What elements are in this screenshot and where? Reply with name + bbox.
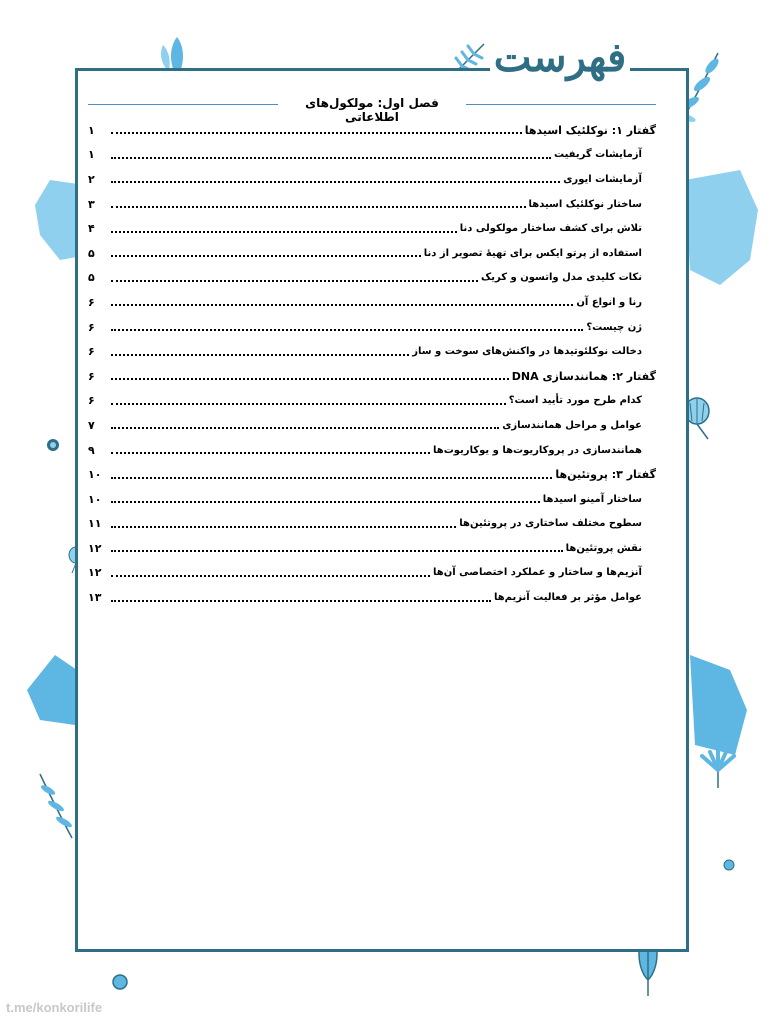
toc-entry-label: کدام طرح مورد تأیید است؟ xyxy=(508,395,642,407)
toc-entry[interactable] xyxy=(88,143,656,168)
toc-leader-dots xyxy=(111,600,491,602)
toc-entry[interactable] xyxy=(88,561,656,586)
toc-entry[interactable] xyxy=(88,266,656,291)
toc-entry-label: رنا و انواع آن xyxy=(576,296,642,308)
blue-splash-right-lower xyxy=(685,650,750,760)
toc-entry-label: استفاده از پرتو ایکس برای تهیهٔ تصویر از دنا xyxy=(423,247,642,259)
toc-leader-dots xyxy=(111,550,563,552)
toc-entry-label: گفتار ۱: نوکلئیک اسیدها xyxy=(524,123,656,137)
dot-flower-left-icon xyxy=(44,436,62,454)
toc-leader-dots xyxy=(111,157,551,159)
toc-leader-dots xyxy=(111,452,430,454)
toc-entry-page: ۶ xyxy=(88,345,95,359)
toc-entry-label: گفتار ۳: پروتئین‌ها xyxy=(555,468,656,482)
toc-leader-dots xyxy=(111,255,421,257)
toc-entry-page: ۷ xyxy=(88,418,95,432)
chapter-heading xyxy=(88,94,656,124)
toc-entry-page: ۵ xyxy=(88,271,95,285)
dot-right-icon xyxy=(722,858,736,872)
toc-leader-dots xyxy=(111,231,457,233)
toc-entry[interactable] xyxy=(88,192,656,217)
toc-leader-dots xyxy=(111,427,499,429)
toc-entry[interactable] xyxy=(88,585,656,610)
toc-leader-dots xyxy=(111,575,430,577)
toc-entry-label: عوامل مؤثر بر فعالیت آنزیم‌ها xyxy=(493,592,642,604)
toc-leader-dots xyxy=(111,280,478,282)
toc-leader-dots xyxy=(111,132,522,134)
toc-entry-label: ساختار نوکلئیک اسیدها xyxy=(528,198,642,210)
toc-entry-page: ۱۱ xyxy=(88,517,102,531)
toc-leader-dots xyxy=(111,329,583,331)
toc-entry-label: دخالت نوکلئوتیدها در واکنش‌های سوخت و ساز xyxy=(412,346,642,358)
toc-entry-label: نکات کلیدی مدل واتسون و کریک xyxy=(481,272,642,284)
chapter-rule-left xyxy=(88,104,278,105)
toc-leader-dots xyxy=(111,403,506,405)
toc-entry-page: ۱۲ xyxy=(88,566,102,580)
toc-entry[interactable] xyxy=(88,290,656,315)
toc-entry-label: تلاش برای کشف ساختار مولکولی دنا xyxy=(459,223,642,235)
toc-entry-page: ۳ xyxy=(88,197,95,211)
toc-entry[interactable] xyxy=(88,241,656,266)
toc-entry-label: ساختار آمینو اسیدها xyxy=(542,493,642,505)
toc-leader-dots xyxy=(111,181,560,183)
toc-entry-page: ۱۲ xyxy=(88,541,102,555)
toc-entry[interactable] xyxy=(88,536,656,561)
toc-entry[interactable] xyxy=(88,487,656,512)
dot-bottom-left-icon xyxy=(110,972,130,992)
chapter-title: فصل اول: مولکول‌های اطلاعاتی xyxy=(305,96,439,124)
toc-entry-label: گفتار ۲: همانندسازی DNA xyxy=(511,369,656,383)
chapter-rule-right xyxy=(466,104,656,105)
toc-entry-label: ژن چیست؟ xyxy=(586,321,642,333)
toc-entry-page: ۶ xyxy=(88,394,95,408)
toc-entry-page: ۱ xyxy=(88,148,95,162)
toc-entry[interactable] xyxy=(88,364,656,389)
toc-entry-label: آنزیم‌ها و ساختار و عملکرد اختصاصی آن‌ها xyxy=(433,567,642,579)
toc-entry[interactable] xyxy=(88,339,656,364)
toc-entry-label: عوامل و مراحل همانندسازی xyxy=(502,419,642,431)
flower-bottom-right-icon xyxy=(696,748,741,793)
watermark: t.me/konkorilife xyxy=(6,1000,103,1015)
toc-entry-page: ۱۰ xyxy=(88,492,102,506)
toc-entry-page: ۱۳ xyxy=(88,591,102,605)
toc-entry[interactable] xyxy=(88,118,656,143)
toc-entry-page: ۶ xyxy=(88,295,95,309)
toc-entry[interactable] xyxy=(88,216,656,241)
toc-leader-dots xyxy=(111,501,540,503)
toc-leader-dots xyxy=(111,378,509,380)
toc-entry-page: ۵ xyxy=(88,246,95,260)
toc-entry[interactable] xyxy=(88,438,656,463)
table-of-contents xyxy=(88,118,656,610)
toc-entry[interactable] xyxy=(88,315,656,340)
toc-entry-page: ۶ xyxy=(88,369,95,383)
toc-entry[interactable] xyxy=(88,413,656,438)
blue-splash-left-lower xyxy=(25,650,80,730)
blue-splash-right-upper xyxy=(680,170,760,290)
toc-entry-label: آزمایشات گریفیت xyxy=(553,149,642,161)
toc-entry[interactable] xyxy=(88,167,656,192)
toc-entry-page: ۹ xyxy=(88,443,95,457)
toc-entry[interactable] xyxy=(88,512,656,537)
toc-entry-label: سطوح مختلف ساختاری در پروتئین‌ها xyxy=(459,518,642,530)
toc-entry-label: نقش پروتئین‌ها xyxy=(565,542,642,554)
toc-entry-page: ۴ xyxy=(88,222,95,236)
toc-entry[interactable] xyxy=(88,389,656,414)
toc-entry-page: ۲ xyxy=(88,172,95,186)
fern-bottom-left-icon xyxy=(32,770,80,840)
toc-leader-dots xyxy=(111,354,409,356)
toc-entry[interactable] xyxy=(88,462,656,487)
toc-leader-dots xyxy=(111,526,456,528)
page-title: فهرست xyxy=(490,28,630,88)
toc-entry-label: همانندسازی در پروکاریوت‌ها و یوکاریوت‌ها xyxy=(433,444,642,456)
toc-leader-dots xyxy=(111,477,552,479)
toc-leader-dots xyxy=(111,304,573,306)
toc-leader-dots xyxy=(111,206,526,208)
toc-entry-page: ۱۰ xyxy=(88,468,102,482)
toc-entry-page: ۶ xyxy=(88,320,95,334)
toc-entry-page: ۱ xyxy=(88,123,95,137)
toc-entry-label: آزمایشات ایوری xyxy=(563,173,642,185)
